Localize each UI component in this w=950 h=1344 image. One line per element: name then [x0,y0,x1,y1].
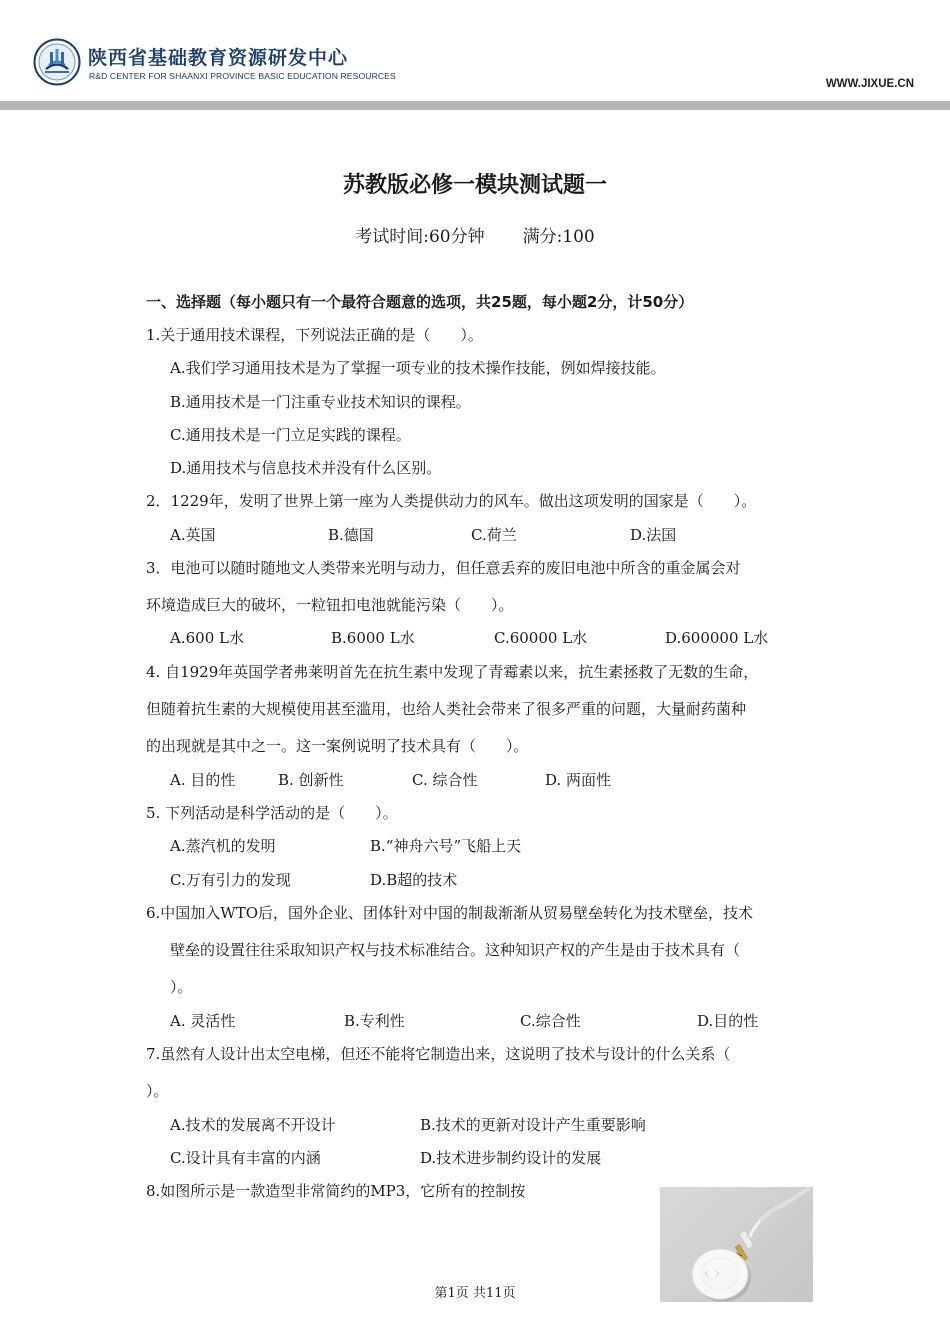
question-4-stem-line-3: 的出现就是其中之一。这一案例说明了技术具有（ ）。 [146,737,529,755]
question-2-option-b: B.德国 [328,526,374,544]
question-1-option-d: D.通用技术与信息技术并没有什么区别。 [170,459,442,477]
question-3-option-b: B.6000 L水 [331,629,415,647]
question-6-option-d: D.目的性 [697,1012,759,1030]
question-5-option-b: B.“神舟六号”飞船上天 [370,837,522,855]
exam-full-score: 满分:100 [522,227,595,247]
question-7-option-b: B.技术的更新对设计产生重要影响 [420,1116,646,1134]
question-6-stem-line-2: 壁垒的设置往往采取知识产权与技术标准结合。这种知识产权的产生是由于技术具有（ [170,941,741,959]
section-heading: 一、选择题（每小题只有一个最符合题意的选项，共25题，每小题2分，计50分） [146,293,694,311]
question-3-stem-line-1: 3．电池可以随时随地文人类带来光明与动力，但任意丢弃的废旧电池中所含的重金属会对 [146,559,741,577]
question-5-stem: 5. 下列活动是科学活动的是（ ）。 [146,804,398,822]
question-7-stem-line-2: ）。 [146,1082,169,1100]
question-1-option-c: C.通用技术是一门立足实践的课程。 [170,426,411,444]
question-5-option-a: A.蒸汽机的发明 [170,837,276,855]
question-5-option-d: D.B超的技术 [370,871,458,889]
page-header [0,0,950,112]
question-8-stem: 8.如图所示是一款造型非常简约的MP3，它所有的控制按 [146,1182,526,1200]
question-7-stem-line-1: 7.虽然有人设计出太空电梯，但还不能将它制造出来，这说明了技术与设计的什么关系（ [146,1045,731,1063]
question-4-stem-line-2: 但随着抗生素的大规模使用甚至滥用，也给人类社会带来了很多严重的问题，大量耐药菌种 [146,700,747,718]
question-4-option-c: C. 综合性 [412,771,478,789]
question-4-option-d: D. 两面性 [545,771,612,789]
organization-name-english: R&D CENTER FOR SHAANXI PROVINCE BASIC EDUCATION RESOURCES [89,71,396,81]
question-4-option-a: A. 目的性 [170,771,236,789]
question-7-option-d: D.技术进步制约设计的发展 [420,1149,602,1167]
question-6-stem-line-1: 6.中国加入WTO后，国外企业、团体针对中国的制裁渐渐从贸易壁垒转化为技术壁垒，技术 [146,904,754,922]
page-number-footer: 第1页 共11页 [434,1286,516,1301]
question-7-option-c: C.设计具有丰富的内涵 [170,1149,321,1167]
question-6-option-c: C.综合性 [520,1012,581,1030]
website-url[interactable]: WWW.JIXUE.CN [825,78,914,90]
question-2-option-a: A.英国 [170,526,216,544]
organization-name: 陕西省基础教育资源研发中心 [88,47,349,69]
exam-info [0,222,950,247]
question-2-option-d: D.法国 [630,526,677,544]
question-1-option-b: B.通用技术是一门注重专业技术知识的课程。 [170,393,471,411]
question-4-stem-line-1: 4. 自1929年英国学者弗莱明首先在抗生素中发现了青霉素以来，抗生素拯救了无数的生命， [146,663,759,681]
question-2-stem: 2．1229年，发明了世界上第一座为人类提供动力的风车。做出这项发明的国家是（ ）。 [146,492,757,510]
question-6-option-b: B.专利性 [344,1012,405,1030]
question-4-option-b: B. 创新性 [278,771,344,789]
question-7-option-a: A.技术的发展离不开设计 [170,1116,336,1134]
question-3-option-c: C.60000 L水 [494,629,588,647]
question-2-option-c: C.荷兰 [471,526,517,544]
question-3-option-d: D.600000 L水 [665,629,769,647]
page-title: 苏教版必修一模块测试题一 [342,173,607,198]
question-3-option-a: A.600 L水 [170,629,244,647]
question-1-option-a: A.我们学习通用技术是为了掌握一项专业的技术操作技能，例如焊接技能。 [170,359,666,377]
question-6-stem-line-3: ）。 [170,978,193,996]
question-6-option-a: A. 灵活性 [170,1012,236,1030]
question-5-option-c: C.万有引力的发现 [170,871,291,889]
education-center-logo-icon [33,38,81,86]
header-divider-bar [0,101,950,110]
question-3-stem-line-2: 环境造成巨大的破坏，一粒钮扣电池就能污染（ ）。 [146,596,514,614]
question-1-stem: 1.关于通用技术课程，下列说法正确的是（ ）。 [146,326,483,344]
exam-time: 考试时间:60分钟 [355,227,485,247]
